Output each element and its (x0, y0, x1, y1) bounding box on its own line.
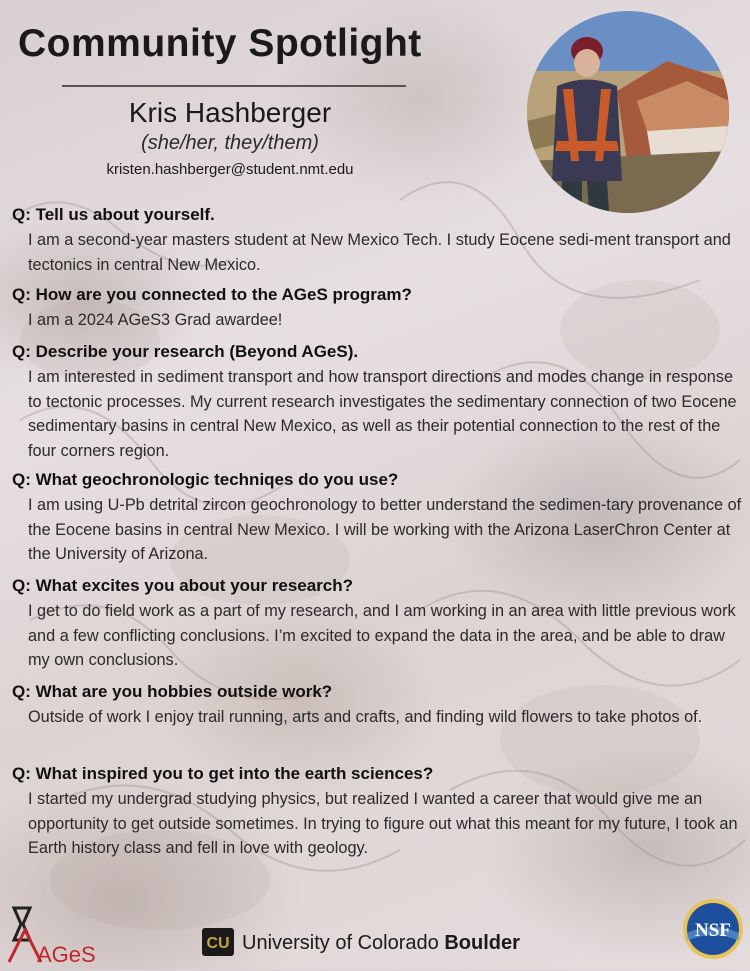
ages-logo-text: AGeS (37, 942, 96, 966)
qa-item (12, 342, 742, 463)
qa-item (12, 205, 742, 277)
answer: I am interested in sediment transport and how transport directions and modes change in response to tectonic processes. My current research investigates the sedimentary connection of two Eocene sedimentary basins in central New Mexico, as well as their potential connection to the rest of the four corners region. (28, 368, 737, 460)
person-name: Kris Hashberger (128, 97, 332, 128)
qa-item (12, 682, 742, 730)
question: Q: Tell us about yourself. (12, 205, 215, 224)
cu-logo-icon (201, 927, 235, 957)
page-title: Community Spotlight (18, 22, 422, 65)
university-name (242, 932, 520, 955)
ages-logo (4, 904, 100, 966)
qa-item (12, 285, 742, 333)
nsf-logo-text: NSF (695, 920, 731, 941)
question: Q: What inspired you to get into the earth sciences? (12, 764, 434, 783)
question: Q: How are you connected to the AGeS program? (12, 285, 412, 304)
title-divider (62, 85, 406, 87)
answer: I started my undergrad studying physics, but realized I wanted a career that would give me an opportunity to get outside sometimes. In trying to figure out what this meant for my future, I took an Earth history class and fell in love with geology. (28, 790, 738, 857)
cu-logo-text: CU (206, 935, 230, 952)
person-pronouns: (she/her, they/them) (141, 132, 319, 154)
question: Q: What are you hobbies outside work? (12, 682, 333, 701)
person-email: kristen.hashberger@student.nmt.edu (106, 161, 354, 178)
qa-item (12, 576, 742, 673)
answer: Outside of work I enjoy trail running, arts and crafts, and finding wild flowers to take photos of. (28, 708, 703, 726)
question: Q: Describe your research (Beyond AGeS). (12, 342, 359, 361)
university-name-regular: University of Colorado (242, 932, 445, 954)
portrait-photo (527, 11, 729, 213)
qa-item (12, 470, 742, 567)
university-name-bold: Boulder (444, 932, 520, 954)
question: Q: What geochronologic techniqes do you use? (12, 470, 399, 489)
answer: I am a 2024 AGeS3 Grad awardee! (28, 311, 283, 329)
nsf-logo (681, 897, 745, 961)
question: Q: What excites you about your research? (12, 576, 354, 595)
answer: I get to do field work as a part of my research, and I am working in an area with little previous work and a few conflicting conclusions. I’m excited to expand the data in the area, and be able to draw my own conclusions. (28, 602, 736, 669)
answer: I am a second-year masters student at New Mexico Tech. I study Eocene sedi-ment transport and tectonics in central New Mexico. (28, 231, 731, 274)
answer: I am using U-Pb detrital zircon geochronology to better understand the sedimen-tary provenance of the Eocene basins in central New Mexico. I will be working with the Arizona LaserChron Center at the University of Arizona. (28, 496, 742, 563)
qa-item (12, 764, 742, 861)
